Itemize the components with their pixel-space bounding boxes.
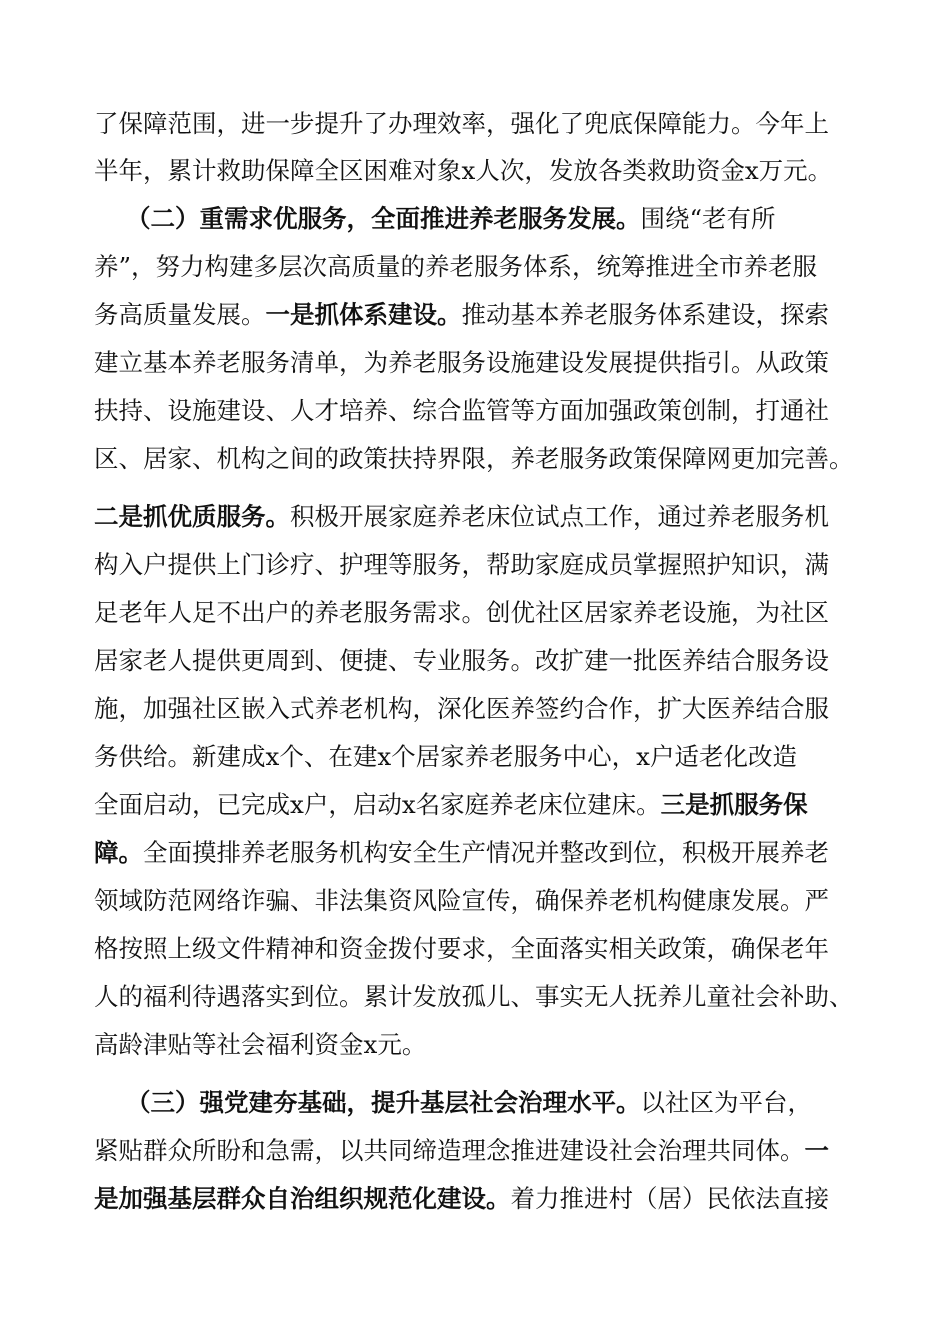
text-line-20 xyxy=(94,1030,884,1060)
text-line-23 xyxy=(94,1184,884,1214)
text-line-10 xyxy=(94,550,884,580)
text-line-7 xyxy=(94,396,884,426)
line-12-seg-1: 居家老人提供更周到、便捷、专业服务。改扩建一批医养结合服务设 xyxy=(94,646,829,675)
text-line-21 xyxy=(126,1088,884,1118)
text-line-4 xyxy=(94,252,884,282)
line-13-seg-1: 施，加强社区嵌入式养老机构，深化医养签约合作，扩大医养结合服 xyxy=(94,694,829,723)
line-4-seg-1: 养”，努力构建多层次高质量的养老服务体系，统筹推进全市养老服 xyxy=(94,252,818,281)
line-11-seg-1: 足老年人足不出户的养老服务需求。创优社区居家养老设施，为社区 xyxy=(94,598,829,627)
text-line-13 xyxy=(94,694,884,724)
text-line-3 xyxy=(126,204,884,234)
text-line-17 xyxy=(94,886,884,916)
line-1-seg-1: 了保障范围，进一步提升了办理效率，强化了兜底保障能力。今年上 xyxy=(94,109,829,138)
line-17-seg-1: 领域防范网络诈骗、非法集资风险宣传，确保养老机构健康发展。严 xyxy=(94,886,829,915)
line-10-seg-1: 构入户提供上门诊疗、护理等服务，帮助家庭成员掌握照护知识，满 xyxy=(94,550,829,579)
text-line-12 xyxy=(94,646,884,676)
text-line-5 xyxy=(94,300,884,330)
line-5-seg-3: 推动基本养老服务体系建设，探索 xyxy=(461,300,829,329)
line-2-seg-1: 半年，累计救助保障全区困难对象x人次，发放各类救助资金x万元。 xyxy=(94,156,833,185)
text-line-11 xyxy=(94,598,884,628)
text-line-15 xyxy=(94,790,884,820)
line-9-seg-2: 积极开展家庭养老床位试点工作，通过养老服务机 xyxy=(290,502,829,531)
text-line-8 xyxy=(94,444,884,474)
line-18-seg-1: 格按照上级文件精神和资金拨付要求，全面落实相关政策，确保老年 xyxy=(94,934,829,963)
line-8-seg-1: 区、居家、机构之间的政策扶持界限，养老服务政策保障网更加完善。 xyxy=(94,444,854,473)
subheading-third-end: 障。 xyxy=(94,838,143,867)
line-21-seg-2: 以社区为平台， xyxy=(640,1088,812,1117)
subheading-first-b-start: 一 xyxy=(804,1136,829,1165)
line-23-seg-2: 着力推进村（居）民依法直接 xyxy=(510,1184,829,1213)
line-5-seg-1: 务高质量发展。 xyxy=(94,300,266,329)
text-line-2 xyxy=(94,156,884,186)
section-heading-2: （二）重需求优服务，全面推进养老服务发展。 xyxy=(126,204,641,233)
line-14-seg-1: 务供给。新建成x个、在建x个居家养老服务中心，x户适老化改造 xyxy=(94,742,797,771)
text-line-1 xyxy=(94,109,884,139)
line-22-seg-1: 紧贴群众所盼和急需，以共同缔造理念推进建设社会治理共同体。 xyxy=(94,1136,805,1165)
line-15-seg-1: 全面启动，已完成x户，启动x名家庭养老床位建床。 xyxy=(94,790,661,819)
line-3-seg-2: 围绕“老有所 xyxy=(640,204,776,233)
text-line-19 xyxy=(94,982,884,1012)
line-6-seg-1: 建立基本养老服务清单，为养老服务设施建设发展提供指引。从政策 xyxy=(94,348,829,377)
line-20-seg-1: 高龄津贴等社会福利资金x元。 xyxy=(94,1030,427,1059)
line-16-seg-2: 全面摸排养老服务机构安全生产情况并整改到位，积极开展养老 xyxy=(143,838,829,867)
subheading-second: 二是抓优质服务。 xyxy=(94,502,290,531)
text-line-14 xyxy=(94,742,884,772)
text-line-9 xyxy=(94,502,884,532)
text-line-16 xyxy=(94,838,884,868)
text-line-18 xyxy=(94,934,884,964)
subheading-first-b-end: 是加强基层群众自治组织规范化建设。 xyxy=(94,1184,511,1213)
line-7-seg-1: 扶持、设施建设、人才培养、综合监管等方面加强政策创制，打通社 xyxy=(94,396,829,425)
subheading-first: 一是抓体系建设。 xyxy=(265,300,462,329)
subheading-third-start: 三是抓服务保 xyxy=(660,790,808,819)
line-19-seg-1: 人的福利待遇落实到位。累计发放孤儿、事实无人抚养儿童社会补助、 xyxy=(94,982,854,1011)
text-line-22 xyxy=(94,1136,884,1166)
section-heading-3: （三）强党建夯基础，提升基层社会治理水平。 xyxy=(126,1088,641,1117)
text-line-6 xyxy=(94,348,884,378)
